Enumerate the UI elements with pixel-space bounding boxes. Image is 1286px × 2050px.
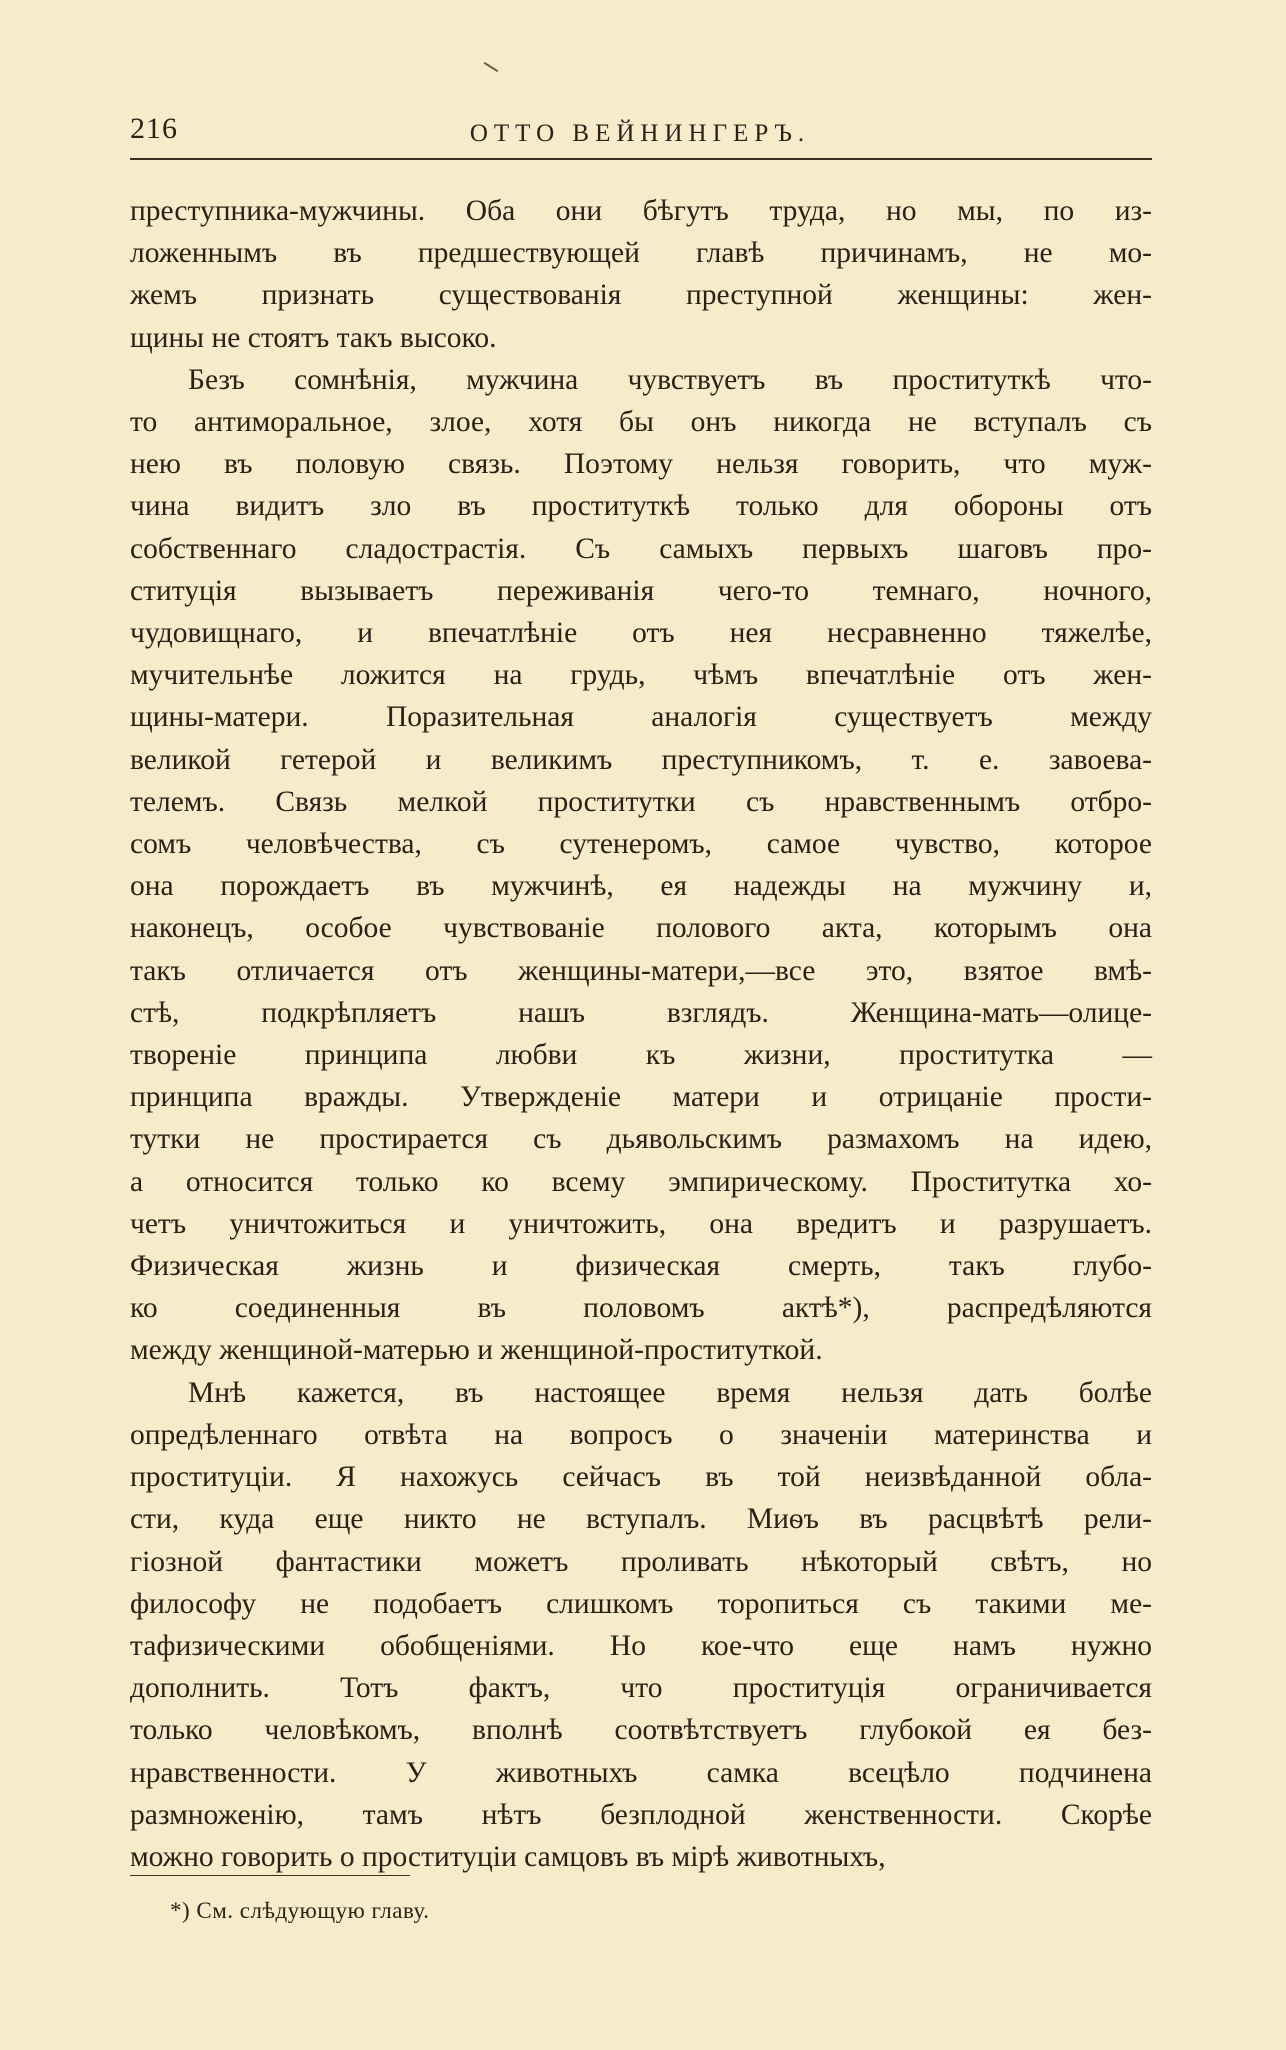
text-line: щины-матери. Поразительная аналогія существуетъ между bbox=[130, 701, 1152, 734]
page-header bbox=[130, 112, 1150, 156]
text-line: тутки не простирается съ дьявольскимъ размахомъ на идею, bbox=[130, 1123, 1152, 1156]
text-line: между женщиной-матерью и женщиной-проституткой. bbox=[130, 1334, 823, 1367]
text-line: Безъ сомнѣнія, мужчина чувствуетъ въ проституткѣ что- bbox=[188, 363, 1152, 396]
paragraph bbox=[130, 359, 1152, 1372]
text-line: а относится только ко всему эмпирическому. Проститутка хо- bbox=[130, 1165, 1152, 1198]
text-line: проституціи. Я нахожусь сейчасъ въ той неизвѣданной обла- bbox=[130, 1461, 1152, 1494]
text-line: то антиморальное, злое, хотя бы онъ никогда не вступалъ съ bbox=[130, 406, 1152, 439]
text-line: собственнаго сладострастія. Съ самыхъ первыхъ шаговъ про- bbox=[130, 532, 1152, 565]
text-line: ко соединенныя въ половомъ актѣ*), распредѣляются bbox=[130, 1292, 1152, 1325]
text-line: ложеннымъ въ предшествующей главѣ причинамъ, не мо- bbox=[130, 237, 1152, 270]
text-line: такъ отличается отъ женщины-матери,—все это, взятое вмѣ- bbox=[130, 954, 1152, 987]
text-line: только человѣкомъ, вполнѣ соотвѣтствуетъ глубокой ея без- bbox=[130, 1714, 1152, 1747]
text-line: гіозной фантастики можетъ проливать нѣкоторый свѣтъ, но bbox=[130, 1545, 1152, 1578]
text-line: тафизическими обобщеніями. Но кое-что еще намъ нужно bbox=[130, 1629, 1152, 1662]
text-line: мучительнѣе ложится на грудь, чѣмъ впечатлѣніе отъ жен- bbox=[130, 659, 1152, 692]
text-line: великой гетерой и великимъ преступникомъ, т. е. завоева- bbox=[130, 743, 1152, 776]
text-line: опредѣленнаго отвѣта на вопросъ о значеніи материнства и bbox=[130, 1418, 1152, 1451]
text-line: жемъ признать существованія преступной женщины: жен- bbox=[130, 279, 1152, 312]
text-line: твореніе принципа любви къ жизни, проститутка — bbox=[130, 1039, 1152, 1072]
text-line: нею въ половую связь. Поэтому нельзя говорить, что муж- bbox=[130, 448, 1152, 481]
text-line: преступника-мужчины. Оба они бѣгутъ труда, но мы, по из- bbox=[130, 195, 1152, 227]
running-title: ОТТО ВЕЙНИНГЕРЪ. bbox=[469, 120, 811, 147]
text-line: дополнить. Тотъ фактъ, что проституція ограничивается bbox=[130, 1672, 1152, 1705]
footnote-rule bbox=[130, 1875, 410, 1876]
text-line: наконецъ, особое чувствованіе полового акта, которымъ она bbox=[130, 912, 1152, 945]
text-line: можно говорить о проституціи самцовъ въ мірѣ животныхъ, bbox=[130, 1840, 886, 1873]
text-line: философу не подобаетъ слишкомъ торопиться съ такими ме- bbox=[130, 1587, 1152, 1620]
text-line: нравственности. У животныхъ самка всецѣло подчинена bbox=[130, 1756, 1152, 1789]
text-line: Мнѣ кажется, въ настоящее время нельзя дать болѣе bbox=[188, 1376, 1152, 1409]
footnote: *) См. слѣдующую главу. bbox=[170, 1898, 430, 1923]
text-line: размноженію, тамъ нѣтъ безплодной женственности. Скорѣе bbox=[130, 1798, 1152, 1831]
text-line: телемъ. Связь мелкой проститутки съ нравственнымъ отбро- bbox=[130, 785, 1152, 818]
text-line: стѣ, подкрѣпляетъ нашъ взглядъ. Женщина-мать—олице- bbox=[130, 996, 1152, 1029]
text-line: Физическая жизнь и физическая смерть, такъ глубо- bbox=[130, 1250, 1152, 1283]
text-line: она порождаетъ въ мужчинѣ, ея надежды на мужчину и, bbox=[130, 870, 1152, 903]
text-line: ституція вызываетъ переживанія чего-то темнаго, ночного, bbox=[130, 574, 1152, 607]
text-line: четъ уничтожиться и уничтожить, она вредитъ и разрушаетъ. bbox=[130, 1207, 1152, 1240]
page-number: 216 bbox=[130, 112, 178, 145]
paragraph bbox=[130, 190, 1152, 359]
text-line: принципа вражды. Утвержденіе матери и отрицаніе прости- bbox=[130, 1081, 1152, 1114]
text-line: сти, куда еще никто не вступалъ. Миѳъ въ расцвѣтѣ рели- bbox=[130, 1503, 1152, 1536]
text-line: чудовищнаго, и впечатлѣніе отъ нея несравненно тяжелѣе, bbox=[130, 617, 1152, 650]
paragraph bbox=[130, 1372, 1152, 1878]
body-text bbox=[130, 190, 1152, 1878]
text-line: чина видитъ зло въ проституткѣ только для обороны отъ bbox=[130, 490, 1152, 523]
ink-mark bbox=[484, 62, 499, 72]
text-line: щины не стоятъ такъ высоко. bbox=[130, 321, 497, 354]
text-line: сомъ человѣчества, съ сутенеромъ, самое чувство, которое bbox=[130, 828, 1152, 861]
header-rule bbox=[130, 158, 1152, 160]
